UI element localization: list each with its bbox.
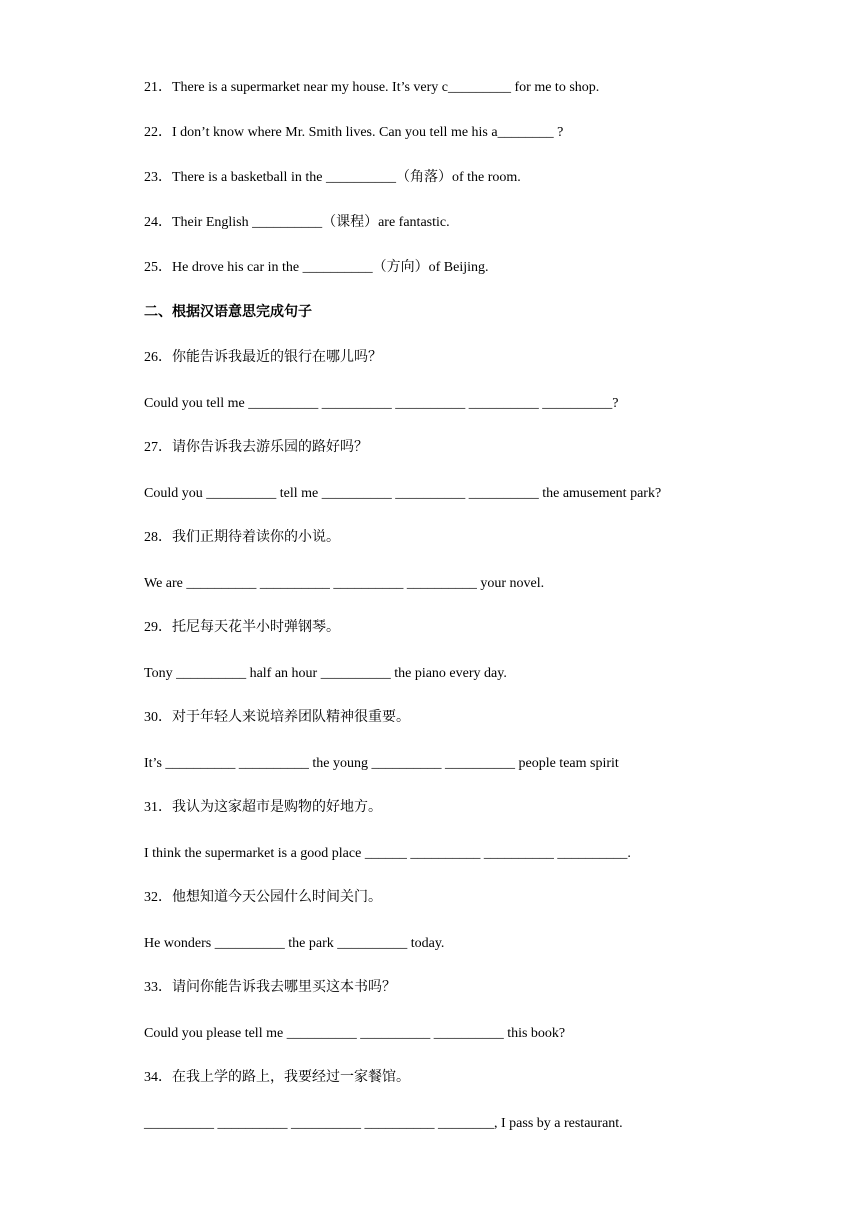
question-26-sentence: Could you tell me __________ __________ __________ __________ __________? [144,396,619,411]
question-22: 22．I don’t know where Mr. Smith lives. Can you tell me his a________ ? [144,125,564,140]
question-32-sentence: He wonders __________ the park __________ today. [144,936,445,951]
question-26-prompt: 26．你能告诉我最近的银行在哪儿吗？ [144,350,382,365]
question-29-prompt: 29．托尼每天花半小时弹钢琴。 [144,620,340,635]
question-30-prompt: 30．对于年轻人来说培养团队精神很重要。 [144,710,410,725]
question-34-prompt: 34．在我上学的路上，我要经过一家餐馆。 [144,1070,410,1085]
question-23: 23．There is a basketball in the __________（角落）of the room. [144,170,521,185]
question-25: 25．He drove his car in the __________（方向）of Beijing. [144,260,489,275]
question-31-prompt: 31．我认为这家超市是购物的好地方。 [144,800,382,815]
question-30-sentence: It’s __________ __________ the young __________ __________ people team spirit [144,756,619,771]
question-28-sentence: We are __________ __________ __________ __________ your novel. [144,576,545,591]
question-34-sentence: __________ __________ __________ __________ ________, I pass by a restaurant. [144,1116,623,1131]
question-21: 21．There is a supermarket near my house. It’s very c_________ for me to shop. [144,80,600,95]
question-33-sentence: Could you please tell me __________ __________ __________ this book? [144,1026,566,1041]
question-29-sentence: Tony __________ half an hour __________ the piano every day. [144,666,507,681]
section-heading: 二、根据汉语意思完成句子 [144,305,312,320]
question-27-sentence: Could you __________ tell me __________ __________ __________ the amusement park? [144,486,662,501]
question-28-prompt: 28．我们正期待着读你的小说。 [144,530,340,545]
question-24: 24．Their English __________（课程）are fantastic. [144,215,450,230]
question-33-prompt: 33．请问你能告诉我去哪里买这本书吗？ [144,980,396,995]
question-27-prompt: 27．请你告诉我去游乐园的路好吗？ [144,440,368,455]
question-31-sentence: I think the supermarket is a good place ______ __________ __________ __________. [144,846,631,861]
question-32-prompt: 32．他想知道今天公园什么时间关门。 [144,890,382,905]
